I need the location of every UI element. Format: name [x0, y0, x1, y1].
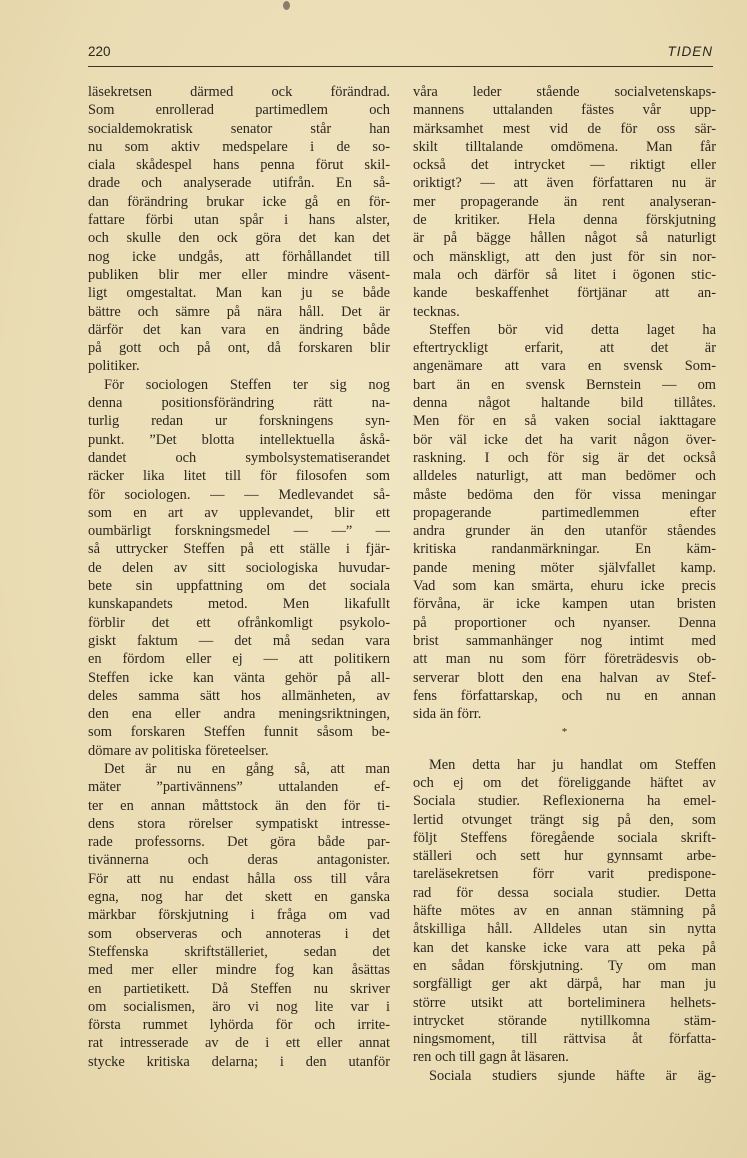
text-line: att man nu som förr företrädesvis ob- [413, 651, 716, 668]
paragraph-first-line: Sociala studiers sjunde häfte är äg- [429, 1067, 716, 1084]
text-line: som observeras och annoteras i det [88, 925, 390, 942]
text-line: skilt tilltalande omdömena. Man får [413, 138, 716, 155]
text-line: den ena eller andra meningsriktningen, [88, 706, 390, 723]
text-line: fens författarskap, och nu en annan [413, 687, 716, 704]
text-line: förblir det ett ofrånkomligt psykolo- [88, 614, 390, 631]
text-line: nog icke undgås, att förhållandet till [88, 248, 390, 265]
text-line: läsekretsen därmed ock förändrad. [88, 84, 390, 100]
text-line: de kritiker. Hela denna förskjutning [413, 212, 716, 229]
text-line: Som enrollerad partimedlem och [88, 102, 390, 119]
text-line: häfte mötes av en annan stämning på [413, 903, 716, 920]
running-title: TIDEN [667, 44, 713, 59]
text-line: bart än en svensk Bernstein — om [413, 376, 716, 393]
text-line: punkt. ”Det blotta intellektuella åskå- [88, 431, 390, 448]
text-line: Vad som kan smärta, ehuru icke precis [413, 578, 716, 595]
text-line: angenämare att vara en svensk Som- [413, 358, 716, 375]
text-line: stycke kritiska delarna; i den utanför [88, 1053, 390, 1070]
text-line: nu som aktiv medspelare i de so- [88, 138, 390, 155]
text-line: raskning. I och för sig är det också [413, 449, 716, 466]
text-line: som forskaren Steffen funnit såsom be- [88, 724, 390, 741]
text-line: För att nu endast hålla oss till våra [88, 870, 390, 887]
text-line: därför det kan vara en ändring både [88, 321, 390, 338]
text-line: sida än förr. [413, 706, 482, 723]
text-line: och skulle den ock göra det kan det [88, 230, 390, 247]
text-line: kritiska randanmärkningar. En käm- [413, 541, 716, 558]
text-line: Steffen icke kan vänta gehör på all- [88, 669, 390, 686]
text-line: tareläsekretsen förr varit predispone- [413, 866, 716, 883]
text-line: en fördom eller ej — att politikern [88, 651, 390, 668]
text-line: kan det kanske icke vara att peka på [413, 939, 716, 956]
text-line: fattare förbi utan spår i hans alster, [88, 212, 390, 229]
text-line: de delen av sitt sociologiska huvudar- [88, 559, 390, 576]
text-line: bättre och sämre på nära håll. Det är [88, 303, 390, 320]
text-line: kunskapandets metod. Men likafullt [88, 596, 390, 613]
text-line: kande beskaffenhet förtjänar att an- [413, 285, 716, 302]
text-line: märkbar förskjutning i fråga om vad [88, 907, 390, 924]
text-line: mäter ”partivännens” uttalanden ef- [88, 779, 390, 796]
text-line: och mänskligt, att den just för sin nor- [413, 248, 716, 265]
text-line: så uttrycker Steffen på ett ställe i fjär- [88, 541, 390, 558]
paragraph-first-line: Steffen bör vid detta laget ha [429, 321, 716, 338]
text-line: pande mening möter självfallet kamp. [413, 559, 716, 576]
text-line: bör väl icke det ha varit någon över- [413, 431, 716, 448]
text-line: politiker. [88, 358, 140, 375]
paragraph-first-line: För sociologen Steffen ter sig nog [104, 376, 390, 393]
text-line: egna, nog har det skett en ganska [88, 889, 390, 906]
text-line: eftertryckligt erfarit, att det är [413, 340, 716, 357]
text-line: en sådan förskjutning. Ty om man [413, 957, 716, 974]
text-line: drade och analyserade utifrån. En så- [88, 175, 390, 192]
text-line: tecknas. [413, 303, 460, 320]
page-number: 220 [88, 44, 111, 59]
text-line: ligt omgestaltat. Man kan ju se både [88, 285, 390, 302]
text-line: andra grunder än den utanför ståendes [413, 523, 716, 540]
text-line: dandet och symbolsystematiserandet [88, 449, 390, 466]
text-line: intrycket störande nytillkomna stäm- [413, 1012, 716, 1029]
text-line: räcker lika litet till för filosofen som [88, 468, 390, 485]
section-gap [413, 742, 716, 756]
text-line: en partietikett. Då Steffen nu skriver [88, 980, 390, 997]
text-line: och ej om det föreliggande häftet av [413, 774, 716, 791]
text-line: propagerande partimedlemmen efter [413, 504, 716, 521]
text-line: deles samma sätt hos allmänheten, av [88, 687, 390, 704]
text-line: ciala skådespel hans penna förut skil- [88, 157, 390, 174]
section-divider-asterisk: * [561, 726, 568, 739]
text-line: Steffenska skriftställeriet, sedan det [88, 943, 390, 960]
text-line: som en art av upplevandet, blir ett [88, 504, 390, 521]
text-line: första rummet lyhörda för och irrite- [88, 1017, 390, 1034]
text-line: mer propagerande än rent analyseran- [413, 193, 716, 210]
text-line: tivännerna och deras antagonister. [88, 852, 390, 869]
paragraph-first-line: Det är nu en gång så, att man [104, 760, 390, 777]
text-line: följt Steffens föregående sociala skrift- [413, 829, 716, 846]
text-line: oriktigt? — att även författaren nu är [413, 175, 716, 192]
text-line: lertid otvunget trängt sig på den, som [413, 811, 716, 828]
text-line: är på bägge hållen något så naturligt [413, 230, 716, 247]
text-line: giskt faktum — det må sedan vara [88, 632, 390, 649]
text-line: denna positionsförändring rätt na- [88, 395, 390, 412]
text-line: serverar blott den ena halvan av Stef- [413, 669, 716, 686]
text-line: ter en annan måttstock än den för ti- [88, 797, 390, 814]
text-line: om socialismen, äro vi nog lite var i [88, 998, 390, 1015]
text-line: alldeles naturligt, att man bedömer och [413, 468, 716, 485]
text-line: ningsmoment, till rättvisa åt författa- [413, 1031, 716, 1048]
right-column [413, 83, 716, 1085]
text-line: för sociologen. — — Medlevandet så- [88, 486, 390, 503]
ink-spot [283, 1, 290, 10]
text-line: på proportioner och nyanser. Denna [413, 614, 716, 631]
text-line: sorgfälligt ger akt därpå, har man ju [413, 976, 716, 993]
text-line: publiken blir mer eller mindre väsent- [88, 266, 390, 283]
text-line: ren och till gagn åt läsaren. [413, 1049, 569, 1066]
text-line: dömare av politiska företeelser. [88, 742, 269, 759]
text-line: rat intresserade av de i ett eller annat [88, 1035, 390, 1052]
text-line: med mer eller mindre fog kan åsättas [88, 962, 390, 979]
text-line: förvåna, är icke kampen utan bristen [413, 596, 716, 613]
page-header [88, 44, 713, 67]
text-line: mala och därför så litet i ögonen stic- [413, 266, 716, 283]
text-line: mannens uttalanden fästes vår upp- [413, 102, 716, 119]
text-line: på gott och på ont, då forskaren blir [88, 340, 390, 357]
text-line: märksamhet mest vid de för oss sär- [413, 120, 716, 137]
text-line: dens stora rörelser sympatiskt intresse- [88, 815, 390, 832]
text-line: rad för dessa sociala studier. Detta [413, 884, 716, 901]
text-line: oumbärligt forskningsmedel — —” — [88, 523, 390, 540]
text-line: måste bedöma den för vissa meningar [413, 486, 716, 503]
text-line: socialdemokratisk senator står han [88, 120, 390, 137]
text-line: dan förändring brukar icke gå en för- [88, 193, 390, 210]
text-line: större utsikt att borteliminera helhets- [413, 994, 716, 1011]
text-line: Sociala studier. Reflexionerna ha emel- [413, 793, 716, 810]
text-line: bete sin uppfattning om det sociala [88, 578, 390, 595]
text-line: åtskilliga håll. Alldeles utan sin nytta [413, 921, 716, 938]
text-line: också det intrycket — riktigt eller [413, 157, 716, 174]
text-line: brist sammanhänger nog intimt med [413, 632, 716, 649]
paragraph-first-line: Men detta har ju handlat om Steffen [429, 756, 716, 773]
text-line: Men för en så vaken social iakttagare [413, 413, 716, 430]
text-line: turlig redan ur forskningens syn- [88, 413, 390, 430]
text-line: rade professorns. Det göra både par- [88, 834, 390, 851]
left-column [88, 83, 390, 1071]
text-line: denna något haltande bild tillåtes. [413, 395, 716, 412]
text-line: ställeri och sett hur gynnsamt arbe- [413, 848, 716, 865]
text-line: våra leder stående socialvetenskaps- [413, 84, 716, 100]
